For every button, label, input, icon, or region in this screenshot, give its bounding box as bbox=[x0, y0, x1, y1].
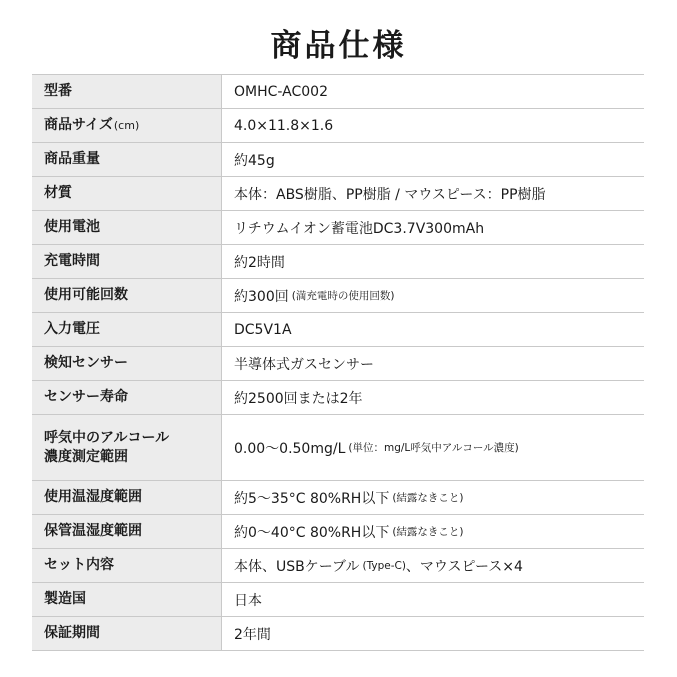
value-note: (結露なきこと) bbox=[392, 492, 464, 504]
row-value: 半導体式ガスセンサー bbox=[234, 356, 374, 373]
row-label: 使用可能回数 bbox=[32, 279, 222, 312]
table-row bbox=[32, 279, 644, 313]
row-value bbox=[222, 415, 644, 480]
row-value: 約2500回または2年 bbox=[234, 390, 363, 407]
row-value: 日本 bbox=[234, 592, 262, 609]
row-label bbox=[32, 109, 222, 142]
table-row bbox=[32, 109, 644, 143]
row-label: 入力電圧 bbox=[32, 313, 222, 346]
row-value: 約2時間 bbox=[234, 254, 285, 271]
row-value: OMHC-AC002 bbox=[234, 83, 328, 100]
value-note: (Type-C) bbox=[362, 559, 406, 572]
label-line-1: 呼気中のアルコール bbox=[44, 429, 170, 446]
value-text: 0.00〜0.50mg/L bbox=[234, 440, 346, 457]
table-row bbox=[32, 549, 644, 583]
value-note: (満充電時の使用回数) bbox=[291, 290, 395, 302]
row-label: センサー寿命 bbox=[32, 381, 222, 414]
row-label bbox=[32, 415, 222, 480]
value-text: 約0〜40°C 80%RH以下 bbox=[234, 524, 390, 541]
row-label: 保証期間 bbox=[32, 617, 222, 650]
value-text-2: 、マウスピース×4 bbox=[405, 558, 523, 575]
row-value: 約45g bbox=[234, 152, 275, 169]
spec-table bbox=[32, 74, 644, 651]
row-label: 充電時間 bbox=[32, 245, 222, 278]
label-unit: (cm) bbox=[113, 119, 140, 132]
row-label: 検知センサー bbox=[32, 347, 222, 380]
table-row bbox=[32, 313, 644, 347]
table-row bbox=[32, 617, 644, 651]
table-row bbox=[32, 177, 644, 211]
row-label: セット内容 bbox=[32, 549, 222, 582]
row-label: 保管温湿度範囲 bbox=[32, 515, 222, 548]
row-label: 使用温湿度範囲 bbox=[32, 481, 222, 514]
row-value bbox=[222, 481, 644, 514]
row-value: 2年間 bbox=[234, 626, 271, 643]
value-text: 本体、USBケーブル bbox=[234, 558, 360, 575]
row-label: 製造国 bbox=[32, 583, 222, 616]
table-row bbox=[32, 143, 644, 177]
value-note: (結露なきこと) bbox=[392, 526, 464, 538]
row-value: 4.0×11.8×1.6 bbox=[234, 117, 334, 134]
table-row bbox=[32, 245, 644, 279]
row-value: リチウムイオン蓄電池DC3.7V300mAh bbox=[234, 220, 485, 237]
row-value bbox=[222, 279, 644, 312]
value-note: (単位：mg/L呼気中アルコール濃度) bbox=[348, 442, 519, 454]
page-title: 商品仕様 bbox=[270, 28, 407, 64]
row-value bbox=[222, 549, 644, 582]
table-row bbox=[32, 515, 644, 549]
row-value: DC5V1A bbox=[234, 321, 292, 338]
table-row bbox=[32, 347, 644, 381]
label-line-2: 濃度測定範囲 bbox=[44, 448, 128, 465]
row-label: 型番 bbox=[32, 75, 222, 108]
row-value bbox=[222, 515, 644, 548]
table-row bbox=[32, 415, 644, 481]
table-row bbox=[32, 583, 644, 617]
table-row bbox=[32, 75, 644, 109]
value-text: 約5〜35°C 80%RH以下 bbox=[234, 490, 390, 507]
row-value: 本体：ABS樹脂、PP樹脂 / マウスピース：PP樹脂 bbox=[234, 186, 546, 203]
label-text: 商品サイズ bbox=[44, 117, 113, 133]
table-row bbox=[32, 381, 644, 415]
value-text: 約300回 bbox=[234, 288, 289, 305]
table-row bbox=[32, 211, 644, 245]
row-label: 商品重量 bbox=[32, 143, 222, 176]
row-label: 材質 bbox=[32, 177, 222, 210]
row-label: 使用電池 bbox=[32, 211, 222, 244]
table-row bbox=[32, 481, 644, 515]
